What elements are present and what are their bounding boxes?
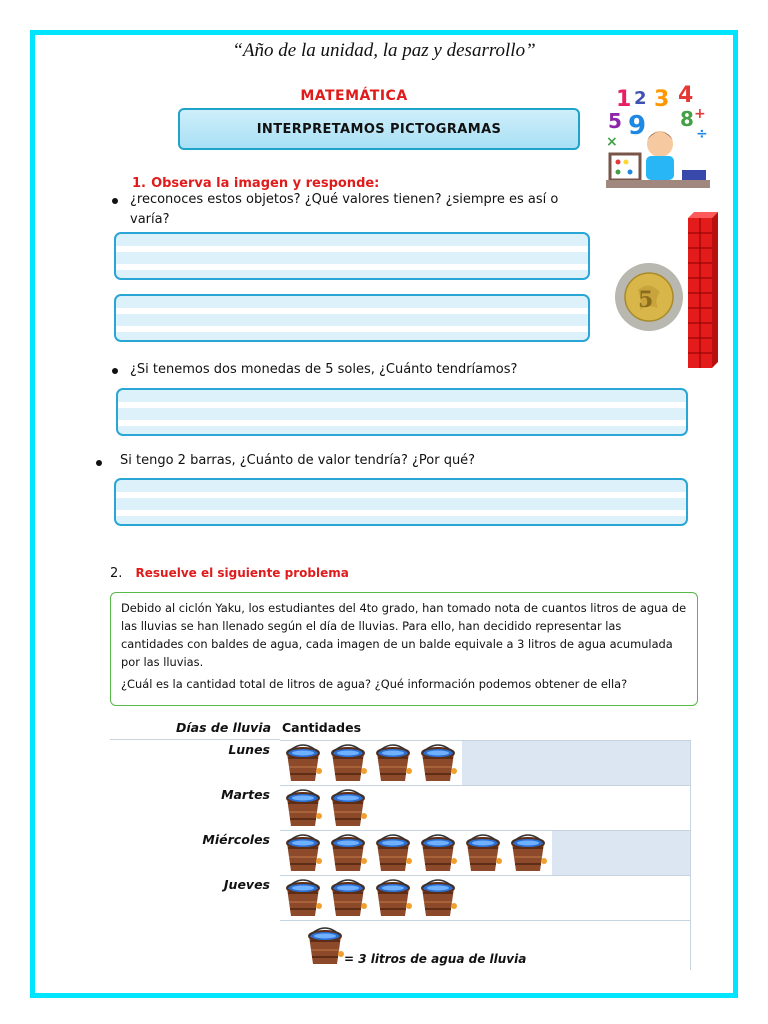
deco-digit: 3 bbox=[654, 87, 670, 112]
answer-field-2[interactable] bbox=[114, 294, 590, 342]
section-1-number: 1. bbox=[132, 176, 146, 191]
pictogram-day-label: Miércoles bbox=[202, 832, 270, 847]
deco-digit: 4 bbox=[678, 83, 694, 108]
water-bucket-icon bbox=[284, 833, 322, 873]
water-bucket-icon bbox=[374, 833, 412, 873]
row-shading bbox=[552, 831, 690, 875]
water-bucket-icon bbox=[284, 788, 322, 828]
answer-field-1[interactable] bbox=[114, 232, 590, 280]
subject-title: MATEMÁTICA bbox=[300, 88, 408, 104]
section-2-title: Resuelve el siguiente problema bbox=[135, 566, 349, 580]
problem-box bbox=[110, 592, 698, 706]
water-bucket-icon bbox=[284, 878, 322, 918]
section-1-title: Observa la imagen y responde: bbox=[151, 176, 380, 191]
water-bucket-icon bbox=[284, 743, 322, 783]
deco-digit: 5 bbox=[608, 109, 622, 133]
deco-digit: 2 bbox=[634, 88, 647, 109]
water-bucket-icon bbox=[464, 833, 502, 873]
question-1: ¿reconoces estos objetos? ¿Qué valores tienen? ¿siempre es así o varía? bbox=[130, 192, 559, 227]
numbers-kid-illustration bbox=[602, 82, 714, 194]
answer-field-4[interactable] bbox=[114, 478, 688, 526]
five-soles-coin-image bbox=[614, 262, 684, 332]
answer-field-3[interactable] bbox=[116, 388, 688, 436]
pictogram-day-label: Martes bbox=[221, 787, 270, 802]
bullet bbox=[112, 368, 118, 374]
water-bucket-icon bbox=[509, 833, 547, 873]
water-bucket-icon bbox=[419, 878, 457, 918]
deco-digit: 9 bbox=[628, 111, 647, 141]
water-bucket-icon bbox=[329, 878, 367, 918]
deco-symbol: × bbox=[606, 134, 618, 150]
column-header-amounts: Cantidades bbox=[282, 720, 362, 735]
legend-bucket-icon bbox=[306, 926, 344, 966]
bullet bbox=[112, 198, 118, 204]
page-title: INTERPRETAMOS PICTOGRAMAS bbox=[178, 108, 580, 150]
section-2-heading bbox=[110, 562, 349, 581]
section-1-heading bbox=[132, 172, 379, 191]
water-bucket-icon bbox=[374, 878, 412, 918]
pictogram-legend: = 3 litros de agua de lluvia bbox=[344, 952, 527, 966]
problem-question: ¿Cuál es la cantidad total de litros de agua? ¿Qué información podemos obtener de ella? bbox=[121, 677, 628, 691]
problem-text: Debido al ciclón Yaku, los estudiantes del 4to grado, han tomado nota de cuantos litros de agua de las lluvias se han llenado según el día de lluvias. Para ello, han decidido representar las cantidades con baldes de agua, cada imagen de un balde equivale a 3 litros de agua acumulada por las lluvias. bbox=[121, 601, 687, 669]
water-bucket-icon bbox=[374, 743, 412, 783]
question-3: Si tengo 2 barras, ¿Cuánto de valor tendría? ¿Por qué? bbox=[120, 453, 476, 468]
water-bucket-icon bbox=[419, 743, 457, 783]
water-bucket-icon bbox=[329, 833, 367, 873]
question-2: ¿Si tenemos dos monedas de 5 soles, ¿Cuánto tendríamos? bbox=[130, 362, 518, 377]
table-rule bbox=[280, 920, 690, 921]
water-bucket-icon bbox=[329, 788, 367, 828]
deco-symbol: + bbox=[694, 106, 706, 122]
column-header-days: Días de lluvia bbox=[176, 720, 272, 735]
deco-symbol: ÷ bbox=[696, 126, 708, 142]
table-rule bbox=[690, 740, 691, 970]
table-rule bbox=[110, 739, 280, 740]
row-shading bbox=[462, 741, 690, 785]
coin-value: 5 bbox=[638, 287, 654, 313]
motto: “Año de la unidad, la paz y desarrollo” bbox=[232, 40, 536, 61]
section-2-number: 2. bbox=[110, 566, 123, 581]
pictogram-day-label: Jueves bbox=[223, 877, 270, 892]
deco-digit: 8 bbox=[680, 107, 694, 131]
water-bucket-icon bbox=[419, 833, 457, 873]
bullet bbox=[96, 460, 102, 466]
pictogram-day-label: Lunes bbox=[228, 742, 270, 757]
deco-digit: 1 bbox=[616, 87, 632, 112]
water-bucket-icon bbox=[329, 743, 367, 783]
block-bar-image bbox=[688, 212, 718, 368]
